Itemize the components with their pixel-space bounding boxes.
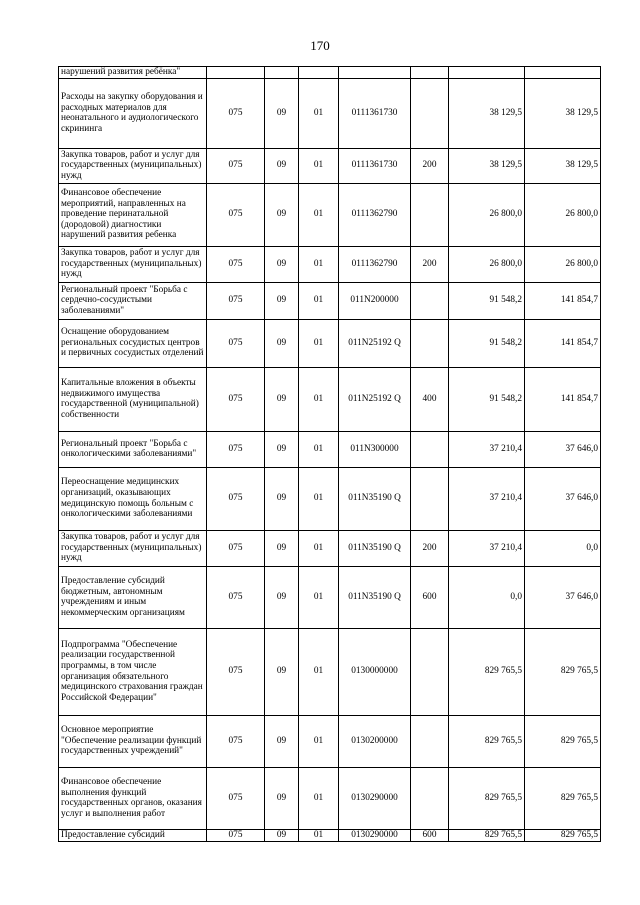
expense-type-code — [411, 715, 449, 767]
ministry-code: 075 — [207, 367, 265, 431]
table-row — [59, 319, 601, 367]
subsection-code: 01 — [299, 78, 339, 148]
section-code: 09 — [265, 566, 299, 628]
amount-year-2: 829 765,5 — [525, 628, 601, 715]
target-article-code: 0130000000 — [339, 628, 411, 715]
section-code: 09 — [265, 246, 299, 282]
ministry-code: 075 — [207, 282, 265, 319]
amount-year-2: 829 765,5 — [525, 715, 601, 767]
subsection-code: 01 — [299, 566, 339, 628]
expense-type-code: 200 — [411, 148, 449, 183]
item-name: Закупка товаров, работ и услуг для государственных (муниципальных) нужд — [59, 246, 207, 282]
target-article-code: 0130200000 — [339, 715, 411, 767]
item-name: Финансовое обеспечение выполнения функций государственных органов, оказания услуг и выполнения работ — [59, 767, 207, 829]
section-code: 09 — [265, 148, 299, 183]
section-code: 09 — [265, 767, 299, 829]
ministry-code: 075 — [207, 183, 265, 246]
target-article-code: 011N300000 — [339, 431, 411, 467]
amount-year-2: 141 854,7 — [525, 282, 601, 319]
subsection-code: 01 — [299, 148, 339, 183]
table-row — [59, 628, 601, 715]
table-row — [59, 282, 601, 319]
ministry-code: 075 — [207, 628, 265, 715]
amount-year-1: 37 210,4 — [449, 431, 525, 467]
target-article-code: 0111361730 — [339, 148, 411, 183]
ministry-code: 075 — [207, 431, 265, 467]
section-code: 09 — [265, 367, 299, 431]
amount-year-1 — [449, 67, 525, 79]
ministry-code: 075 — [207, 566, 265, 628]
amount-year-1: 829 765,5 — [449, 715, 525, 767]
expense-type-code: 400 — [411, 367, 449, 431]
table-row — [59, 715, 601, 767]
item-name: Закупка товаров, работ и услуг для государственных (муниципальных) нужд — [59, 148, 207, 183]
table-row — [59, 467, 601, 530]
section-code: 09 — [265, 183, 299, 246]
amount-year-2: 829 765,5 — [525, 767, 601, 829]
target-article-code: 0111362790 — [339, 183, 411, 246]
ministry-code — [207, 67, 265, 79]
ministry-code: 075 — [207, 148, 265, 183]
amount-year-1: 829 765,5 — [449, 767, 525, 829]
amount-year-1: 38 129,5 — [449, 78, 525, 148]
target-article-code: 011N35190 Q — [339, 566, 411, 628]
amount-year-2: 37 646,0 — [525, 431, 601, 467]
budget-table — [58, 66, 601, 842]
item-name: Региональный проект "Борьба с онкологическими заболеваниями" — [59, 431, 207, 467]
section-code — [265, 67, 299, 79]
amount-year-2: 38 129,5 — [525, 78, 601, 148]
ministry-code: 075 — [207, 246, 265, 282]
target-article-code: 0130290000 — [339, 767, 411, 829]
section-code: 09 — [265, 715, 299, 767]
amount-year-2: 37 646,0 — [525, 467, 601, 530]
amount-year-1: 91 548,2 — [449, 367, 525, 431]
subsection-code: 01 — [299, 829, 339, 841]
expense-type-code — [411, 78, 449, 148]
amount-year-1: 37 210,4 — [449, 530, 525, 566]
expense-type-code — [411, 67, 449, 79]
expense-type-code — [411, 319, 449, 367]
section-code: 09 — [265, 829, 299, 841]
amount-year-2: 26 800,0 — [525, 246, 601, 282]
table-row — [59, 148, 601, 183]
amount-year-1: 829 765,5 — [449, 628, 525, 715]
table-row — [59, 767, 601, 829]
subsection-code: 01 — [299, 628, 339, 715]
subsection-code: 01 — [299, 367, 339, 431]
target-article-code: 011N35190 Q — [339, 530, 411, 566]
budget-table-body — [59, 67, 601, 842]
amount-year-1: 26 800,0 — [449, 246, 525, 282]
amount-year-1: 38 129,5 — [449, 148, 525, 183]
section-code: 09 — [265, 78, 299, 148]
expense-type-code: 600 — [411, 829, 449, 841]
table-row — [59, 431, 601, 467]
ministry-code: 075 — [207, 319, 265, 367]
expense-type-code: 600 — [411, 566, 449, 628]
expense-type-code — [411, 431, 449, 467]
amount-year-2: 0,0 — [525, 530, 601, 566]
subsection-code: 01 — [299, 767, 339, 829]
item-name: Переоснащение медицинских организаций, оказывающих медицинскую помощь больным с онкологическими заболеваниями — [59, 467, 207, 530]
target-article-code: 0111361730 — [339, 78, 411, 148]
section-code: 09 — [265, 628, 299, 715]
ministry-code: 075 — [207, 767, 265, 829]
amount-year-1: 26 800,0 — [449, 183, 525, 246]
amount-year-2: 141 854,7 — [525, 319, 601, 367]
amount-year-1: 91 548,2 — [449, 319, 525, 367]
table-row — [59, 829, 601, 841]
table-row — [59, 246, 601, 282]
target-article-code: 011N25192 Q — [339, 319, 411, 367]
table-row — [59, 78, 601, 148]
item-name: Капитальные вложения в объекты недвижимого имущества государственной (муниципальной) собственности — [59, 367, 207, 431]
amount-year-2: 141 854,7 — [525, 367, 601, 431]
item-name: Региональный проект "Борьба с сердечно-сосудистыми заболеваниями" — [59, 282, 207, 319]
section-code: 09 — [265, 467, 299, 530]
item-name: Подпрограмма "Обеспечение реализации государственной программы, в том числе организация обязательного медицинского страхования граждан Российской Федерации" — [59, 628, 207, 715]
ministry-code: 075 — [207, 715, 265, 767]
amount-year-2 — [525, 67, 601, 79]
subsection-code: 01 — [299, 431, 339, 467]
subsection-code: 01 — [299, 467, 339, 530]
page-number: 170 — [310, 38, 330, 53]
item-name: нарушений развития ребёнка" — [59, 67, 207, 79]
section-code: 09 — [265, 319, 299, 367]
item-name: Предоставление субсидий бюджетным, автономным учреждениям и иным некоммерческим организациям — [59, 566, 207, 628]
expense-type-code — [411, 183, 449, 246]
ministry-code: 075 — [207, 829, 265, 841]
target-article-code — [339, 67, 411, 79]
amount-year-1: 37 210,4 — [449, 467, 525, 530]
ministry-code: 075 — [207, 530, 265, 566]
amount-year-2: 829 765,5 — [525, 829, 601, 841]
target-article-code: 0111362790 — [339, 246, 411, 282]
amount-year-2: 38 129,5 — [525, 148, 601, 183]
expense-type-code: 200 — [411, 530, 449, 566]
expense-type-code — [411, 467, 449, 530]
expense-type-code — [411, 628, 449, 715]
table-row — [59, 67, 601, 79]
subsection-code: 01 — [299, 183, 339, 246]
subsection-code: 01 — [299, 246, 339, 282]
expense-type-code: 200 — [411, 246, 449, 282]
subsection-code — [299, 67, 339, 79]
amount-year-1: 829 765,5 — [449, 829, 525, 841]
subsection-code: 01 — [299, 319, 339, 367]
table-row — [59, 530, 601, 566]
table-row — [59, 566, 601, 628]
ministry-code: 075 — [207, 467, 265, 530]
item-name: Оснащение оборудованием региональных сосудистых центров и первичных сосудистых отделений — [59, 319, 207, 367]
target-article-code: 011N35190 Q — [339, 467, 411, 530]
subsection-code: 01 — [299, 530, 339, 566]
subsection-code: 01 — [299, 282, 339, 319]
table-row — [59, 367, 601, 431]
amount-year-2: 26 800,0 — [525, 183, 601, 246]
amount-year-1: 91 548,2 — [449, 282, 525, 319]
item-name: Финансовое обеспечение мероприятий, направленных на проведение перинатальной (дородовой) диагностики нарушений развития ребенка — [59, 183, 207, 246]
ministry-code: 075 — [207, 78, 265, 148]
subsection-code: 01 — [299, 715, 339, 767]
item-name: Основное мероприятие "Обеспечение реализации функций государственных учреждений" — [59, 715, 207, 767]
section-code: 09 — [265, 431, 299, 467]
section-code: 09 — [265, 282, 299, 319]
item-name: Расходы на закупку оборудования и расходных материалов для неонатального и аудиологического скрининга — [59, 78, 207, 148]
target-article-code: 011N25192 Q — [339, 367, 411, 431]
item-name: Закупка товаров, работ и услуг для государственных (муниципальных) нужд — [59, 530, 207, 566]
table-row — [59, 183, 601, 246]
amount-year-2: 37 646,0 — [525, 566, 601, 628]
section-code: 09 — [265, 530, 299, 566]
amount-year-1: 0,0 — [449, 566, 525, 628]
target-article-code: 0130290000 — [339, 829, 411, 841]
item-name: Предоставление субсидий — [59, 829, 207, 841]
expense-type-code — [411, 767, 449, 829]
expense-type-code — [411, 282, 449, 319]
target-article-code: 011N200000 — [339, 282, 411, 319]
